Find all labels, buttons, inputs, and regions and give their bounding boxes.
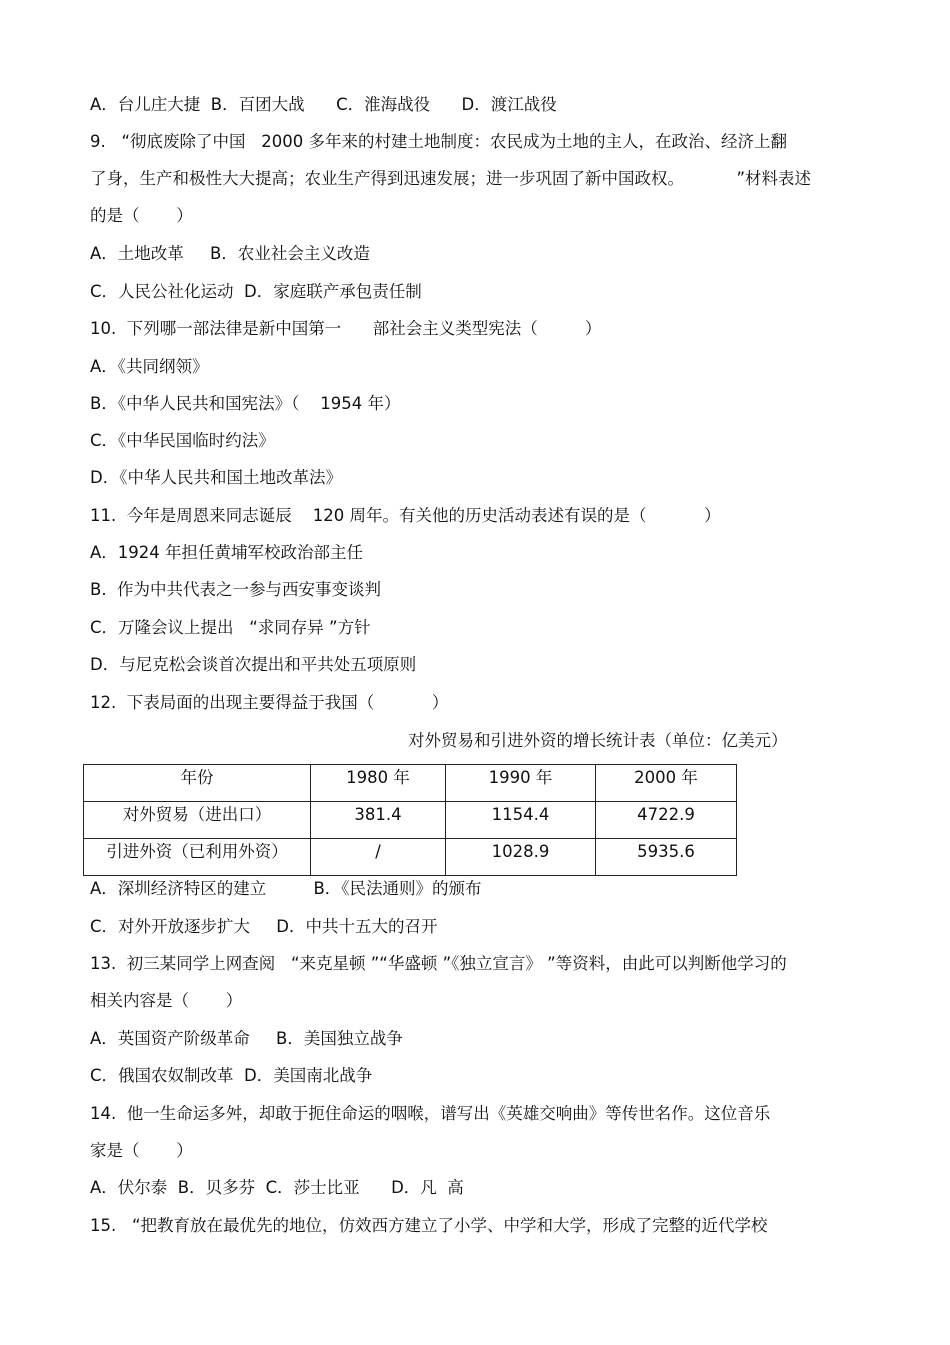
trade-stats-table [83,764,737,876]
q9-options-ab: A．土地改革 B．农业社会主义改造 [90,244,370,263]
table-cell: 4722.9 [596,802,737,839]
table-header-cell: 1980 年 [311,765,446,802]
table-header-cell: 1990 年 [446,765,596,802]
q10-option-c: C．《中华民国临时约法》 [90,431,275,450]
table-cell: 引进外资（已利用外资） [84,839,311,876]
table-cell: 对外贸易（进出口） [84,802,311,839]
table-header-cell: 2000 年 [596,765,737,802]
table-cell: 1154.4 [446,802,596,839]
q8-options: A．台儿庄大捷 B．百团大战 C．淮海战役 D．渡江战役 [90,95,557,114]
table-cell: 381.4 [311,802,446,839]
q10-option-b: B．《中华人民共和国宪法》（ 1954 年） [90,394,401,413]
table-cell: / [311,839,446,876]
table-header-row [84,765,737,802]
table-cell: 5935.6 [596,839,737,876]
q12-options-cd: C．对外开放逐步扩大 D．中共十五大的召开 [90,917,438,936]
q14-options: A．伏尔泰 B．贝多芬 C．莎士比亚 D．凡 高 [90,1178,464,1197]
q11-option-b: B. 作为中共代表之一参与西安事变谈判 [90,580,382,599]
q15-stem-line1: 15. “把教育放在最优先的地位，仿效西方建立了小学、中学和大学，形成了完整的近代学校 [90,1216,768,1235]
q13-stem-line1: 13. 初三某同学上网查阅 “来克星顿 ”“华盛顿 ”《独立宣言》 ”等资料，由此可以判断他学习的 [90,954,787,973]
q14-stem-line2: 家是（ ） [90,1141,193,1160]
q13-stem-line2: 相关内容是（ ） [90,991,243,1010]
q11-option-a: A．1924 年担任黄埔军校政治部主任 [90,543,364,562]
table-row [84,802,737,839]
q9-stem-line2: 了身，生产和极性大大提高；农业生产得到迅速发展；进一步巩固了新中国政权。 ”材料表述 [90,169,811,188]
q14-stem-line1: 14. 他一生命运多舛，却敢于扼住命运的咽喉，谱写出《英雄交响曲》等传世名作。这位音乐 [90,1104,771,1123]
table-header-cell: 年份 [84,765,311,802]
q11-option-c: C．万隆会议上提出 “求同存异 ”方针 [90,618,371,637]
q9-options-cd: C．人民公社化运动 D．家庭联产承包责任制 [90,282,422,301]
q11-option-d: D．与尼克松会谈首次提出和平共处五项原则 [90,655,417,674]
q9-stem-line3: 的是（ ） [90,206,193,225]
q11-stem: 11. 今年是周恩来同志诞辰 120 周年。有关他的历史活动表述有误的是（ ） [90,506,721,525]
q10-option-a: A．《共同纲领》 [90,357,209,376]
table-cell: 1028.9 [446,839,596,876]
q13-options-cd: C．俄国农奴制改革 D．美国南北战争 [90,1066,373,1085]
q10-stem: 10. 下列哪一部法律是新中国第一 部社会主义类型宪法（ ） [90,319,602,338]
q12-options-ab: A．深圳经济特区的建立 B．《民法通则》的颁布 [90,879,482,898]
table-caption: 对外贸易和引进外资的增长统计表（单位：亿美元） [408,731,788,750]
table-row [84,839,737,876]
q13-options-ab: A．英国资产阶级革命 B．美国独立战争 [90,1029,403,1048]
q10-option-d: D．《中华人民共和国土地改革法》 [90,468,342,487]
q9-stem-line1: 9. “彻底废除了中国 2000 多年来的村建土地制度：农民成为土地的主人，在政治、经济上翻 [90,132,787,151]
q12-stem: 12. 下表局面的出现主要得益于我国（ ） [90,693,449,712]
